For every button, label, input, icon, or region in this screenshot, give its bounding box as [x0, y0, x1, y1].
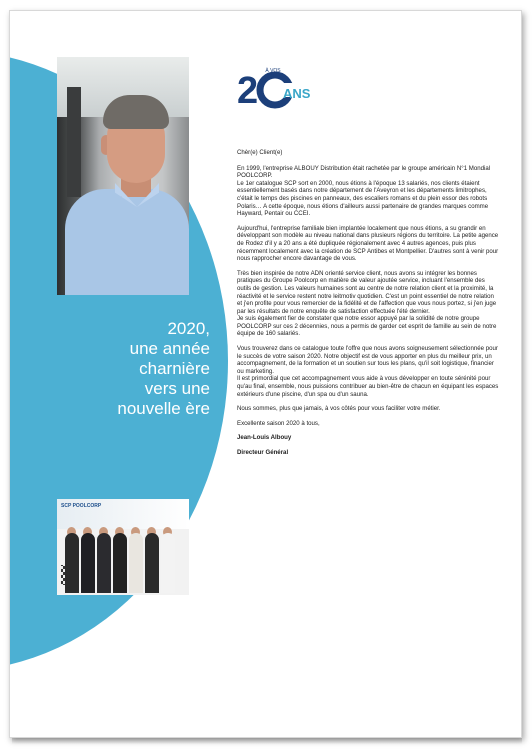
letter-closing: Excellente saison 2020 à tous,	[237, 419, 320, 427]
group-photo	[57, 499, 189, 595]
tagline-line: charnière	[139, 359, 210, 378]
tagline-line: vers une	[144, 379, 210, 398]
tagline-line: 2020,	[167, 319, 210, 338]
logo-digit-2: 2	[237, 70, 259, 112]
page-shadow	[12, 738, 522, 744]
group-photo-banner: SCP POOLCORP	[61, 503, 102, 509]
tagline-line: nouvelle ère	[117, 399, 210, 418]
letter-body	[237, 149, 499, 464]
letter-paragraph: Aujourd'hui, l'entreprise familiale bien implantée localement que nous étions, a su grandir en développant son modèle au niveau national dans plusieurs régions du territoire. La petite agence de Rodez d'il y a 20 ans a été dupliquée régionalement avec 4 autres agences, puis plus récemment localement avec la création de SCP Antibes et Montpellier. D'autres sont à venir pour nous rapprocher encore davantage de vous.	[237, 224, 499, 263]
tagline	[70, 319, 210, 419]
20-ans-logo	[237, 61, 327, 121]
signature-title: Directeur Général	[237, 449, 289, 456]
letter-salutation: Chèr(e) Client(e)	[237, 149, 283, 156]
logo-small-bottom: CÔTÉS	[264, 74, 282, 80]
letter-paragraph: Nous sommes, plus que jamais, à vos côtés pour vous faciliter votre métier.	[237, 405, 441, 413]
logo-word-ans: ANS	[283, 86, 311, 101]
letter-paragraph: En 1999, l'entreprise ALBOUY Distribution était rachetée par le groupe américain N°1 Mondial POOLCORP. Le 1er catalogue SCP sort en 2000, nous étions à l'époque 13 salariés, nos clients étaient essentiellement basés dans notre département de l'Aveyron et les départements limitrophes, c'était le temps des piscines en panneaux, des escaliers romans et du plein essor des robots Polaris… A cette époque, nous étions d'ailleurs aussi partenaire de grandes marques comme Hayward, Pentair ou CCEI.	[237, 164, 491, 218]
director-portrait	[57, 57, 189, 295]
logo-small-top: À VOS	[265, 68, 281, 74]
signature-name: Jean-Louis Albouy	[237, 434, 292, 442]
tagline-line: une année	[129, 339, 210, 358]
catalog-page	[9, 10, 522, 738]
letter-paragraph: Très bien inspirée de notre ADN orienté service client, nous avons su intégrer les bonnes pratiques du Groupe Poolcorp en matière de valeur ajoutée service, incluant l'ensemble des outils de gestion. Les valeurs humaines sont au centre de notre relation client et la proximité, la réactivité et le service restent notre leitmotiv quotidien. C'est un point essentiel de notre relation et j'en profite pour vous remercier de la fidélité et de l'affection que vous nous portez, si j'en juge par les résultats de notre enquête de satisfaction effectuée l'été dernier. Je suis également fier de constater que notre essor appuyé par la solidité de notre groupe POOLCORP sur ces 2 décennies, nous a permis de garder cet esprit de famille au sein de notre équipe de 160 salariés.	[237, 269, 497, 338]
letter-paragraph: Vous trouverez dans ce catalogue toute l'offre que nous avons soigneusement sélectionnée pour le succès de votre saison 2020. Notre objectif est de vous apporter en plus du meilleur prix, un accompagnement, de la formation et un soutien sur tous les plans, qu'il soit logistique, financier ou marketing. Il est primordial que cet accompagnement vous aide à vous développer en toute sérénité pour qu'au final, ensemble, nous puissions contribuer au bien-être de chacun en équipant les espaces extérieurs d'une piscine, d'un spa ou d'un sauna.	[237, 345, 499, 398]
